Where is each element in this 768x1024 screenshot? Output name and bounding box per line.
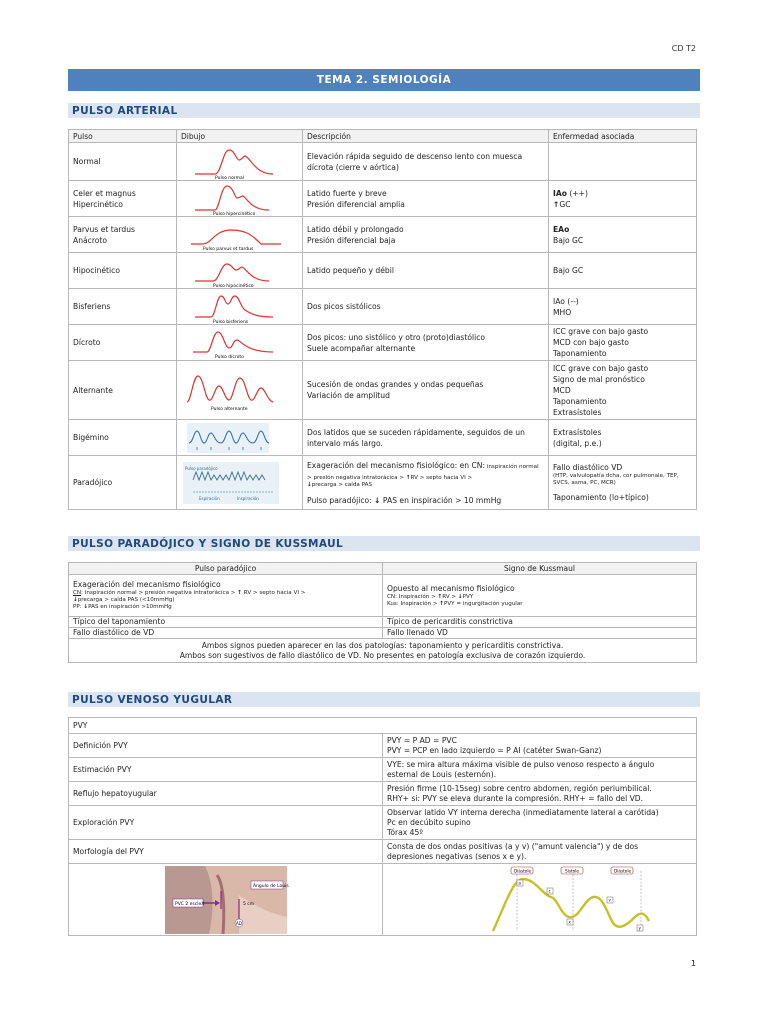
table-row — [69, 758, 697, 782]
table-cell: Fallo llenado VD — [383, 628, 697, 639]
table-header-row — [69, 563, 697, 575]
column-header: Dibujo — [177, 130, 303, 143]
pulse-drawing — [177, 143, 303, 181]
wave-label: Sístole — [565, 868, 579, 873]
wave-label: a — [518, 880, 521, 885]
row-value: Observar latido VY interna derecha (inmediatamente lateral a carótida) Pc en decúbito supino Tórax 45º — [383, 806, 697, 840]
hypokinetic-pulse-drawing — [181, 254, 297, 288]
neck-photo-image — [69, 865, 381, 935]
column-header: Enfermedad asociada — [549, 130, 697, 143]
drawing-label: Pulso normal — [215, 175, 245, 180]
wave-label: Diástole — [614, 868, 632, 873]
table-row — [69, 628, 697, 639]
table-header-row — [69, 130, 697, 143]
pulse-name: Parvus et tardus Anácroto — [69, 217, 177, 253]
hyperkinetic-pulse-drawing — [181, 182, 297, 216]
row-label: Exploración PVY — [69, 806, 383, 840]
pulse-drawing — [177, 325, 303, 361]
section-title-arterial: PULSO ARTERIAL — [68, 103, 700, 118]
table-row — [69, 617, 697, 628]
table-note: Ambos signos pueden aparecer en las dos patologías: taponamiento y pericarditis constrictiva. Ambos son sugestivos de fallo diastólico de VD. No presentes en patología exclusiva de corazón izquierdo. — [69, 639, 697, 663]
table-row — [69, 181, 697, 217]
arterial-pulse-table — [68, 129, 697, 510]
wave-label: v — [608, 897, 611, 902]
table-row — [69, 420, 697, 456]
row-value: VYE: se mira altura máxima visible de pulso venoso respecto a ángulo esternal de Louis (esternón). — [383, 758, 697, 782]
pulse-name: Bisferiens — [69, 289, 177, 325]
pulse-name: Dícroto — [69, 325, 177, 361]
table-row — [69, 361, 697, 420]
photo-label: Ángulo de Louis — [253, 883, 289, 889]
pulse-drawing — [177, 456, 303, 510]
drawing-label: Pulso bisferiens — [213, 319, 249, 324]
table-row — [69, 253, 697, 289]
drawing-label: Inspiración — [237, 495, 259, 501]
table-cell: Fallo diastólico de VD — [69, 628, 383, 639]
table-row — [69, 325, 697, 361]
row-label: Reflujo hepatoyugular — [69, 782, 383, 806]
pulse-disease: ICC grave con bajo gasto MCD con bajo gasto Taponamiento — [549, 325, 697, 361]
pulse-disease: IAo (--) MHO — [549, 289, 697, 325]
drawing-label: Pulso dícroto — [215, 354, 244, 360]
pulse-disease: EAo Bajo GC — [549, 217, 697, 253]
dicrotic-pulse-drawing — [181, 326, 297, 360]
drawing-label: Pulso paradójico — [185, 465, 218, 471]
row-value: Presión firme (10-15seg) sobre centro abdomen, región periumbilical. RHY+ si: PVY se eleva durante la compresión. RHY+ = fallo del VD. — [383, 782, 697, 806]
pulse-name: Normal — [69, 143, 177, 181]
table-cell: Opuesto al mecanismo fisiológico CN: Inspiración > ↑ RV > ↓ PVY Kus: Inspiración > ↑ PVY = ingurgitación yugular — [383, 575, 697, 617]
pulse-drawing — [177, 361, 303, 420]
row-label: Definición PVY — [69, 734, 383, 758]
page-title: TEMA 2. SEMIOLOGÍA — [68, 69, 700, 91]
table-row — [69, 289, 697, 325]
table-row — [69, 639, 697, 663]
pulse-description: Dos latidos que se suceden rápidamente, seguidos de un intervalo más largo. — [303, 420, 549, 456]
row-label: Estimación PVY — [69, 758, 383, 782]
pulse-name: Paradójico — [69, 456, 177, 510]
section-title-paradoxical: PULSO PARADÓJICO Y SIGNO DE KUSSMAUL — [68, 536, 700, 551]
section-title-venous: PULSO VENOSO YUGULAR — [68, 692, 700, 707]
drawing-label: Pulso alternante — [211, 407, 248, 412]
column-header: Pulso — [69, 130, 177, 143]
pulse-description: Latido fuerte y breve Presión diferencial amplia — [303, 181, 549, 217]
row-label: Morfología del PVY — [69, 840, 383, 864]
pulse-disease: ICC grave con bajo gasto Signo de mal pronóstico MCD Taponamiento Extrasístoles — [549, 361, 697, 420]
table-cell: Típico de pericarditis constrictiva — [383, 617, 697, 628]
pulse-name: Alternante — [69, 361, 177, 420]
pulse-description: Elevación rápida seguido de descenso lento con muesca dícrota (cierre v aórtica) — [303, 143, 549, 181]
table-row — [69, 575, 697, 617]
pulse-description: Latido pequeño y débil — [303, 253, 549, 289]
bigeminal-pulse-drawing — [181, 421, 297, 455]
drawing-label: Espiración — [199, 495, 220, 501]
photo-label: AD — [236, 920, 242, 926]
pulse-description: Latido débil y prolongado Presión diferencial baja — [303, 217, 549, 253]
pulse-drawing — [177, 289, 303, 325]
pulse-description: Sucesión de ondas grandes y ondas pequeñas Variación de amplitud — [303, 361, 549, 420]
table-row — [69, 217, 697, 253]
pulse-description: Dos picos sistólicos — [303, 289, 549, 325]
pulse-name: Celer et magnus Hipercinético — [69, 181, 177, 217]
parvus-pulse-drawing — [181, 218, 297, 252]
row-value: Consta de dos ondas positivas (a y v) ("amunt valencia") y de dos depresiones negativas (senos x e y). — [383, 840, 697, 864]
table-cell: Exageración del mecanismo fisiológico CN: Inspiración normal > presión negativa intratorácica > ↑ RV > septo hacia VI > ↓ precarga > caída PAS (<10mmHg) PP: ↓ PAS en inspiración >10mmHg — [69, 575, 383, 617]
table-row — [69, 456, 697, 510]
column-header: Descripción — [303, 130, 549, 143]
column-header: Signo de Kussmaul — [383, 563, 697, 575]
jugular-waveform-diagram — [383, 865, 695, 935]
wave-label: y — [638, 925, 641, 930]
normal-pulse-drawing — [181, 144, 297, 180]
bisferiens-pulse-drawing — [181, 290, 297, 324]
table-row — [69, 840, 697, 864]
table-row — [69, 718, 697, 734]
photo-label: PVC 2 escleX — [175, 901, 205, 907]
drawing-label: Pulso hipocinético — [213, 283, 254, 288]
paradoxical-kussmaul-table — [68, 562, 697, 663]
pulse-disease: Bajo GC — [549, 253, 697, 289]
pulse-disease: Fallo diastólico VD (HTP, valvulopatía dcha, cor pulmonale, TEP, SVCS, asma, PC, MCR) Taponamiento (lo+típico) — [549, 456, 697, 510]
pulse-name: Bigémino — [69, 420, 177, 456]
photo-label: 5 cm — [243, 901, 255, 907]
drawing-label: Pulso hipercinético — [213, 211, 256, 216]
table-row — [69, 806, 697, 840]
pulse-disease — [549, 143, 697, 181]
pvy-wave-cell — [383, 864, 697, 936]
pulse-description: Dos picos: uno sistólico y otro (proto)diastólico Suele acompañar alternante — [303, 325, 549, 361]
pulse-drawing — [177, 181, 303, 217]
wave-label: c — [548, 888, 551, 893]
table-header: PVY — [69, 718, 697, 734]
table-row — [69, 734, 697, 758]
alternans-pulse-drawing — [181, 368, 297, 412]
pvy-photo-cell — [69, 864, 383, 936]
table-row — [69, 782, 697, 806]
paradoxical-pulse-drawing — [181, 458, 297, 508]
table-row — [69, 864, 697, 936]
pulse-disease: IAo (++) ↑ GC — [549, 181, 697, 217]
pulse-description: Exageración del mecanismo fisiológico: en CN: inspiración normal > presión negativa intratorácica > ↑ RV > septo hacia VI > ↓ precarga > caída PAS Pulso paradójico: ↓ PAS en inspiración > 10 mmHg — [303, 456, 549, 510]
table-cell: Típico del taponamiento — [69, 617, 383, 628]
wave-label: Diástole — [514, 868, 532, 873]
drawing-label: Pulso parvus et tardus — [203, 246, 254, 252]
pulse-drawing — [177, 420, 303, 456]
wave-label: x — [568, 919, 571, 924]
column-header: Pulso paradójico — [69, 563, 383, 575]
page-number: 1 — [690, 959, 696, 968]
pulse-drawing — [177, 217, 303, 253]
pvy-table — [68, 717, 697, 936]
table-row — [69, 143, 697, 181]
pulse-drawing — [177, 253, 303, 289]
pulse-name: Hipocinético — [69, 253, 177, 289]
header-code: CD T2 — [671, 44, 696, 53]
pulse-disease: Extrasístoles (digital, p.e.) — [549, 420, 697, 456]
row-value: PVY = P AD = PVC PVY = PCP en lado izquierdo = P AI (catéter Swan-Ganz) — [383, 734, 697, 758]
